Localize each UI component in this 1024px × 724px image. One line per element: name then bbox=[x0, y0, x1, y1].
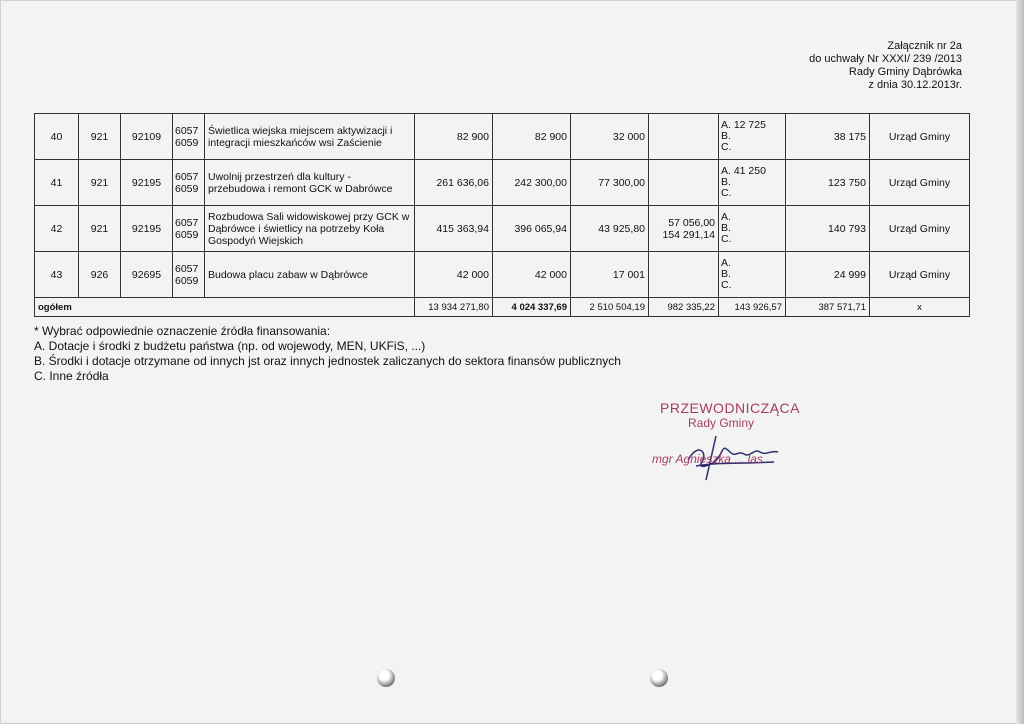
row-rozdzial: 92109 bbox=[121, 114, 173, 160]
paragraf-code: 6057 bbox=[175, 262, 199, 275]
row-rozdzial: 92695 bbox=[121, 252, 173, 298]
row-kol4 bbox=[649, 114, 719, 160]
source-a: A. 41 250 bbox=[721, 165, 766, 177]
row-dzial: 926 bbox=[79, 252, 121, 298]
attachment-header bbox=[809, 40, 962, 92]
row-nazwa: Uwolnij przestrzeń dla kultury - przebudowa i remont GCK w Dabrówce bbox=[205, 160, 415, 206]
row-jednostka: Urząd Gminy bbox=[870, 252, 970, 298]
row-kol1: 415 363,94 bbox=[415, 206, 493, 252]
row-kol2: 242 300,00 bbox=[493, 160, 571, 206]
row-kol2: 42 000 bbox=[493, 252, 571, 298]
row-kol4 bbox=[649, 160, 719, 206]
page-right-edge bbox=[1016, 0, 1024, 724]
row-zrodlo bbox=[719, 160, 786, 206]
attachment-line-4: z dnia 30.12.2013r. bbox=[868, 79, 962, 91]
attachment-line-2: do uchwały Nr XXXI/ 239 /2013 bbox=[809, 53, 962, 65]
attachment-line-1: Załącznik nr 2a bbox=[887, 40, 962, 52]
source-b: B. bbox=[721, 130, 731, 142]
punch-hole-left bbox=[377, 669, 395, 687]
total-kol1: 13 934 271,80 bbox=[415, 298, 493, 317]
total-jednostka: x bbox=[870, 298, 970, 317]
notes-b: B. Środki i dotacje otrzymane od innych jst oraz innych jednostek zaliczanych do sektora finansów publicznych bbox=[34, 354, 621, 368]
row-paragraf bbox=[173, 206, 205, 252]
row-paragraf bbox=[173, 114, 205, 160]
source-b: B. bbox=[721, 268, 731, 280]
row-kol1: 261 636,06 bbox=[415, 160, 493, 206]
row-kol2: 82 900 bbox=[493, 114, 571, 160]
row-dzial: 921 bbox=[79, 160, 121, 206]
row-paragraf bbox=[173, 252, 205, 298]
paragraf-code: 6057 bbox=[175, 170, 199, 183]
total-row bbox=[35, 298, 970, 317]
total-kol3: 2 510 504,19 bbox=[571, 298, 649, 317]
table-row bbox=[35, 206, 970, 252]
row-kol4 bbox=[649, 252, 719, 298]
row-lp: 41 bbox=[35, 160, 79, 206]
row-kol2: 396 065,94 bbox=[493, 206, 571, 252]
row-lp: 40 bbox=[35, 114, 79, 160]
source-a: A. bbox=[721, 257, 731, 269]
source-a: A. 12 725 bbox=[721, 119, 766, 131]
paragraf-code: 6057 bbox=[175, 216, 199, 229]
chairwoman-stamp bbox=[648, 400, 808, 490]
source-b: B. bbox=[721, 176, 731, 188]
table-row bbox=[35, 160, 970, 206]
paragraf-code: 6057 bbox=[175, 124, 199, 137]
row-nazwa: Rozbudowa Sali widowiskowej przy GCK w Dąbrówce i świetlicy na potrzeby Koła Gospodyń Wiejskich bbox=[205, 206, 415, 252]
row-lp: 42 bbox=[35, 206, 79, 252]
row-kol3: 17 001 bbox=[571, 252, 649, 298]
row-rozdzial: 92195 bbox=[121, 206, 173, 252]
row-paragraf bbox=[173, 160, 205, 206]
notes-heading: * Wybrać odpowiednie oznaczenie źródła finansowania: bbox=[34, 324, 331, 338]
paragraf-code: 6059 bbox=[175, 228, 199, 241]
row-kol3: 32 000 bbox=[571, 114, 649, 160]
row-zrodlo bbox=[719, 206, 786, 252]
row-kol5: 38 175 bbox=[786, 114, 870, 160]
row-dzial: 921 bbox=[79, 206, 121, 252]
row-rozdzial: 92195 bbox=[121, 160, 173, 206]
row-lp: 43 bbox=[35, 252, 79, 298]
row-kol5: 24 999 bbox=[786, 252, 870, 298]
attachment-line-3: Rady Gminy Dąbrówka bbox=[848, 66, 962, 78]
source-a: A. bbox=[721, 211, 731, 223]
source-c: C. bbox=[721, 233, 732, 245]
row-jednostka: Urząd Gminy bbox=[870, 206, 970, 252]
kol4-value: 57 056,00 154 291,14 bbox=[662, 216, 715, 241]
row-kol4 bbox=[649, 206, 719, 252]
row-dzial: 921 bbox=[79, 114, 121, 160]
funding-notes bbox=[34, 324, 621, 384]
row-jednostka: Urząd Gminy bbox=[870, 160, 970, 206]
notes-a: A. Dotacje i środki z budżetu państwa (np. od wojewody, MEN, UKFiS, ...) bbox=[34, 339, 426, 353]
total-zrodlo: 143 926,57 bbox=[719, 298, 786, 317]
stamp-line-2: Rady Gminy bbox=[688, 416, 755, 430]
row-nazwa: Świetlica wiejska miejscem aktywizacji i integracji mieszkańców wsi Zaścienie bbox=[205, 114, 415, 160]
source-c: C. bbox=[721, 279, 732, 291]
total-label: ogółem bbox=[35, 298, 415, 317]
paragraf-code: 6059 bbox=[175, 182, 199, 195]
total-kol5: 387 571,71 bbox=[786, 298, 870, 317]
row-kol1: 82 900 bbox=[415, 114, 493, 160]
paragraf-code: 6059 bbox=[175, 136, 199, 149]
row-kol1: 42 000 bbox=[415, 252, 493, 298]
row-nazwa: Budowa placu zabaw w Dąbrówce bbox=[205, 252, 415, 298]
total-kol4: 982 335,22 bbox=[649, 298, 719, 317]
source-c: C. bbox=[721, 187, 732, 199]
investment-table bbox=[34, 113, 969, 317]
source-c: C. bbox=[721, 141, 732, 153]
source-b: B. bbox=[721, 222, 731, 234]
paragraf-code: 6059 bbox=[175, 274, 199, 287]
stamp-line-3: mgr Agnieszka ... las bbox=[652, 452, 763, 466]
row-zrodlo bbox=[719, 114, 786, 160]
row-kol5: 123 750 bbox=[786, 160, 870, 206]
stamp-line-1: PRZEWODNICZĄCA bbox=[660, 400, 800, 416]
total-kol2: 4 024 337,69 bbox=[493, 298, 571, 317]
row-kol3: 43 925,80 bbox=[571, 206, 649, 252]
row-kol5: 140 793 bbox=[786, 206, 870, 252]
table-row bbox=[35, 114, 970, 160]
row-zrodlo bbox=[719, 252, 786, 298]
notes-c: C. Inne źródła bbox=[34, 369, 109, 383]
row-jednostka: Urząd Gminy bbox=[870, 114, 970, 160]
table-row bbox=[35, 252, 970, 298]
row-kol3: 77 300,00 bbox=[571, 160, 649, 206]
punch-hole-right bbox=[650, 669, 668, 687]
